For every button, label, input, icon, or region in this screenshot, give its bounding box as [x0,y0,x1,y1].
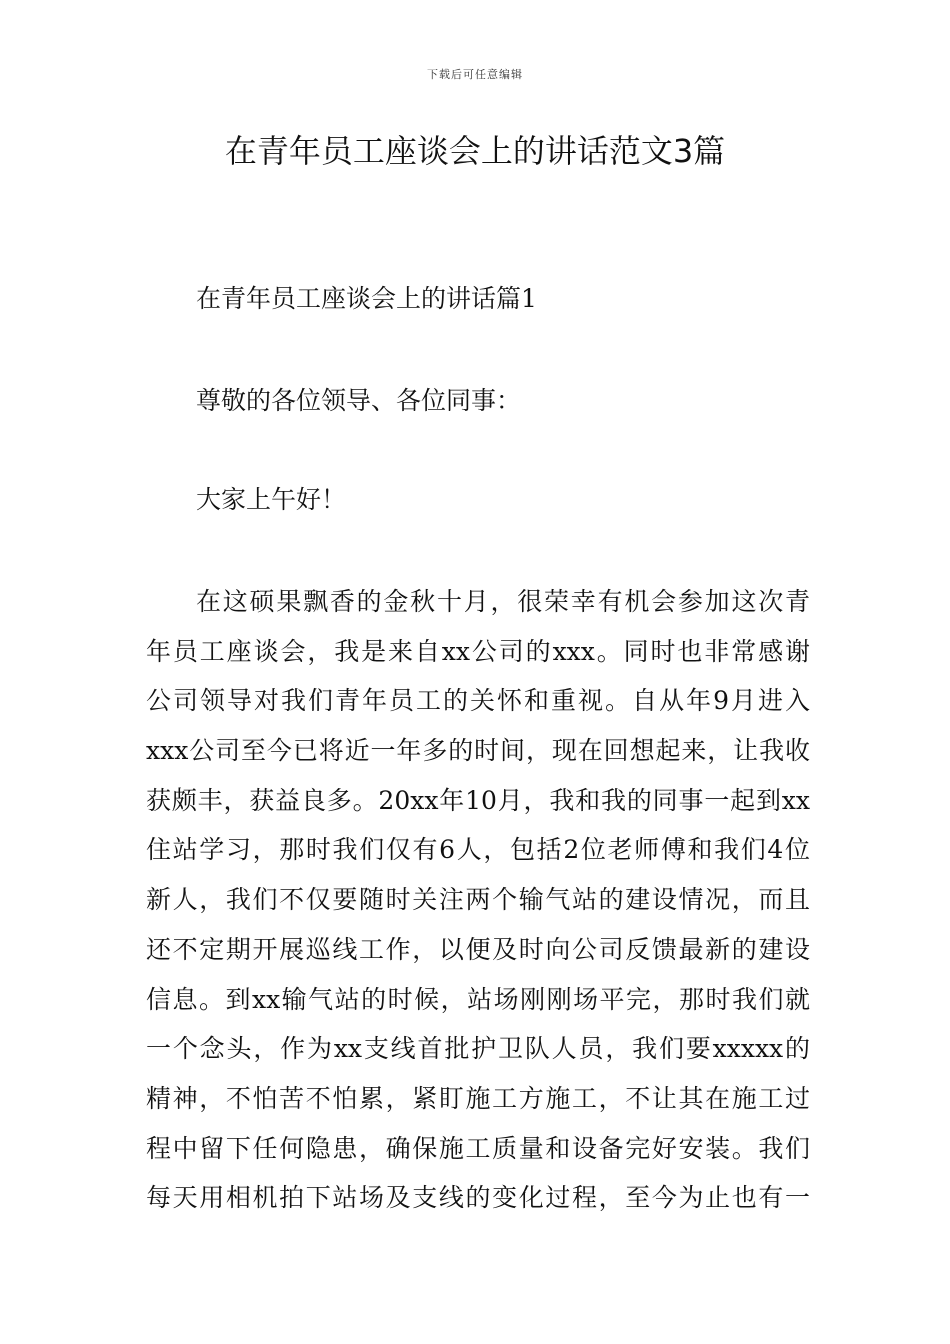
body-line: 住站学习，那时我们仅有6人，包括2位老师傅和我们4位 [146,835,810,865]
section-heading: 在青年员工座谈会上的讲话篇1 [196,284,537,313]
body-line: 每天用相机拍下站场及支线的变化过程，至今为止也有一 [146,1183,810,1213]
body-line: 精神，不怕苦不怕累，紧盯施工方施工，不让其在施工过 [146,1083,810,1113]
greeting-line: 尊敬的各位领导、各位同事： [196,386,522,415]
document-title: 在青年员工座谈会上的讲话范文3篇 [224,132,726,170]
body-line: 信息。到xx输气站的时候，站场刚刚场平完，那时我们就 [146,984,810,1014]
body-line: 还不定期开展巡线工作，以便及时向公司反馈最新的建设 [146,934,810,964]
body-line: 新人，我们不仅要随时关注两个输气站的建设情况，而且 [146,885,810,915]
body-line: 公司领导对我们青年员工的关怀和重视。自从年9月进入 [146,686,810,716]
body-line: 程中留下任何隐患，确保施工质量和设备完好安装。我们 [146,1133,810,1163]
body-line: 一个念头，作为xx支线首批护卫队人员，我们要xxxxx的 [146,1034,810,1064]
header-note: 下载后可任意编辑 [427,68,523,81]
body-line: 年员工座谈会，我是来自xx公司的xxx。同时也非常感谢 [146,636,810,666]
body-line: 获颇丰，获益良多。20xx年10月，我和我的同事一起到xx [146,785,810,815]
body-paragraph [146,577,810,1223]
body-line: 在这硕果飘香的金秋十月，很荣幸有机会参加这次青 [196,587,810,616]
body-line: xxx公司至今已将近一年多的时间，现在回想起来，让我收 [146,736,810,766]
hello-line: 大家上午好！ [196,485,347,514]
